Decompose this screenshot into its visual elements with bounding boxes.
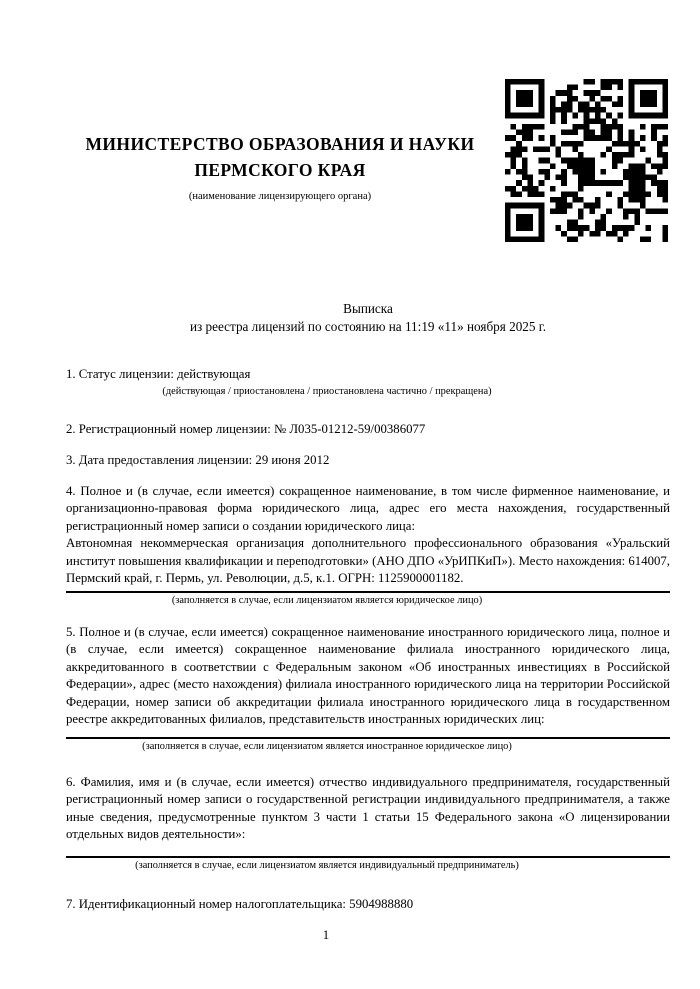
licensing-authority-header	[66, 131, 494, 203]
qr-code	[505, 79, 668, 242]
license-grant-date: 3. Дата предоставления лицензии: 29 июня 2012	[66, 452, 330, 467]
legal-entity-question: 4. Полное и (в случае, если имеется) сокращенное наименование, в том числе фирменное наименование, и организационно-правовая форма юридического лица, адрес его места нахождения, государственный регистрационный номер записи о создании юридического лица:	[66, 483, 670, 533]
license-status-options-caption: (действующая / приостановлена / приостановлена частично / прекращена)	[162, 385, 492, 397]
license-registration-number: 2. Регистрационный номер лицензии: № Л035-01212-59/00386077	[66, 421, 426, 436]
foreign-entity-fill-line	[66, 737, 670, 739]
document-title	[66, 300, 670, 336]
licensing-authority-caption: (наименование лицензирующего органа)	[188, 191, 372, 202]
legal-entity-fill-line	[66, 591, 670, 593]
legal-entity-value: Автономная некоммерческая организация дополнительного профессионального образования «Уральский институт повышения квалификации и переподготовки» (АНО ДПО «УрИПКиП»). Место нахождения: 614007, Пермский край, г. Пермь, ул. Революции, д.5, к.1. ОГРН: 1125900001182.	[66, 536, 670, 585]
ministry-name-line2: ПЕРМСКОГО КРАЯ	[194, 160, 366, 180]
foreign-entity-question: 5. Полное и (в случае, если имеется) сокращенное наименование иностранного юридического лица, полное и (в случае, если имеется) сокращенное наименование филиала иностранного юридического лица, аккредитованного в соответствии с Федеральным законом «Об иностранных инвестициях в Российской Федерации», адрес (место нахождения) филиала иностранного юридического лица на территории Российской Федерации, номер записи об аккредитации филиала иностранного юридического лица в государственном реестре аккредитованных филиалов, представительств иностранных юридических лиц:	[66, 624, 670, 726]
page-number: 1	[322, 928, 330, 942]
qr-code-image	[505, 79, 668, 242]
individual-entrepreneur-question: 6. Фамилия, имя и (в случае, если имеется) отчество индивидуального предпринимателя, государственный регистрационный номер записи о государственной регистрации индивидуального предпринимателя, а также иные сведения, предусмотренные пунктом 3 части 1 статьи 15 Федерального закона «О лицензировании отдельных видов деятельности»:	[66, 774, 670, 841]
ministry-name-line1: МИНИСТЕРСТВО ОБРАЗОВАНИЯ И НАУКИ	[85, 134, 475, 154]
taxpayer-id: 7. Идентификационный номер налогоплательщика: 5904988880	[66, 896, 414, 911]
individual-entrepreneur-caption: (заполняется в случае, если лицензиатом является индивидуальный предприниматель)	[135, 859, 519, 871]
foreign-entity-caption: (заполняется в случае, если лицензиатом является иностранное юридическое лицо)	[142, 740, 512, 752]
document-body	[66, 366, 670, 913]
document-title-line2: из реестра лицензий по состоянию на 11:19 «11» ноября 2025 г.	[189, 319, 547, 334]
individual-entrepreneur-fill-line	[66, 856, 670, 858]
license-status: 1. Статус лицензии: действующая	[66, 367, 251, 381]
document-title-line1: Выписка	[343, 301, 393, 316]
legal-entity-caption: (заполняется в случае, если лицензиатом является юридическое лицо)	[171, 594, 483, 606]
